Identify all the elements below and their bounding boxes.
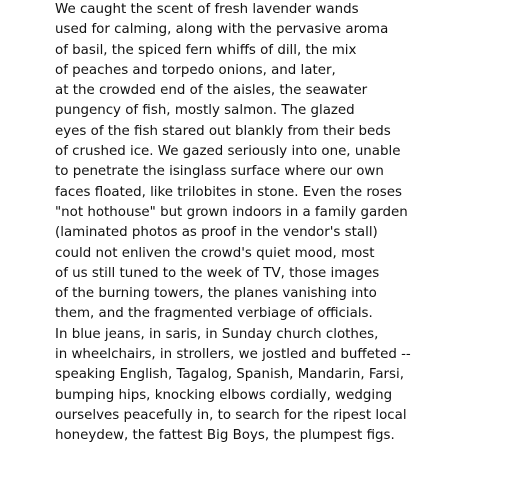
poem-line: of peaches and torpedo onions, and later,	[55, 62, 336, 78]
poem-line: bumping hips, knocking elbows cordially, wedging	[55, 387, 393, 403]
poem-line: In blue jeans, in saris, in Sunday church clothes,	[55, 326, 379, 342]
poem-line: "not hothouse" but grown indoors in a family garden	[55, 204, 408, 220]
poem-line: pungency of fish, mostly salmon. The glazed	[55, 103, 355, 119]
poem-line: (laminated photos as proof in the vendor's stall)	[55, 225, 378, 241]
poem-line: at the crowded end of the aisles, the seawater	[55, 83, 368, 99]
poem-line: used for calming, along with the pervasive aroma	[55, 22, 389, 38]
poem-line: of the burning towers, the planes vanishing into	[55, 286, 377, 302]
poem-line: of crushed ice. We gazed seriously into one, unable	[55, 144, 401, 160]
poem-line: could not enliven the crowd's quiet mood, most	[55, 245, 375, 261]
poem-line: We caught the scent of fresh lavender wands	[55, 2, 359, 17]
poem-line: honeydew, the fattest Big Boys, the plumpest figs.	[55, 428, 395, 444]
poem-line: faces floated, like trilobites in stone. Even the roses	[55, 184, 402, 200]
poem-line: of basil, the spiced fern whiffs of dill, the mix	[55, 42, 357, 58]
poem-line: of us still tuned to the week of TV, those images	[55, 265, 380, 281]
poem-line: ourselves peacefully in, to search for the ripest local	[55, 407, 407, 423]
poem-text	[55, 0, 505, 447]
poem-line: eyes of the fish stared out blankly from their beds	[55, 123, 391, 139]
poem-line: speaking English, Tagalog, Spanish, Mandarin, Farsi,	[55, 367, 405, 383]
poem-line: them, and the fragmented verbiage of officials.	[55, 306, 373, 322]
poem-line: to penetrate the isinglass surface where our own	[55, 164, 384, 180]
poem-line: in wheelchairs, in strollers, we jostled and buffeted --	[55, 347, 411, 363]
